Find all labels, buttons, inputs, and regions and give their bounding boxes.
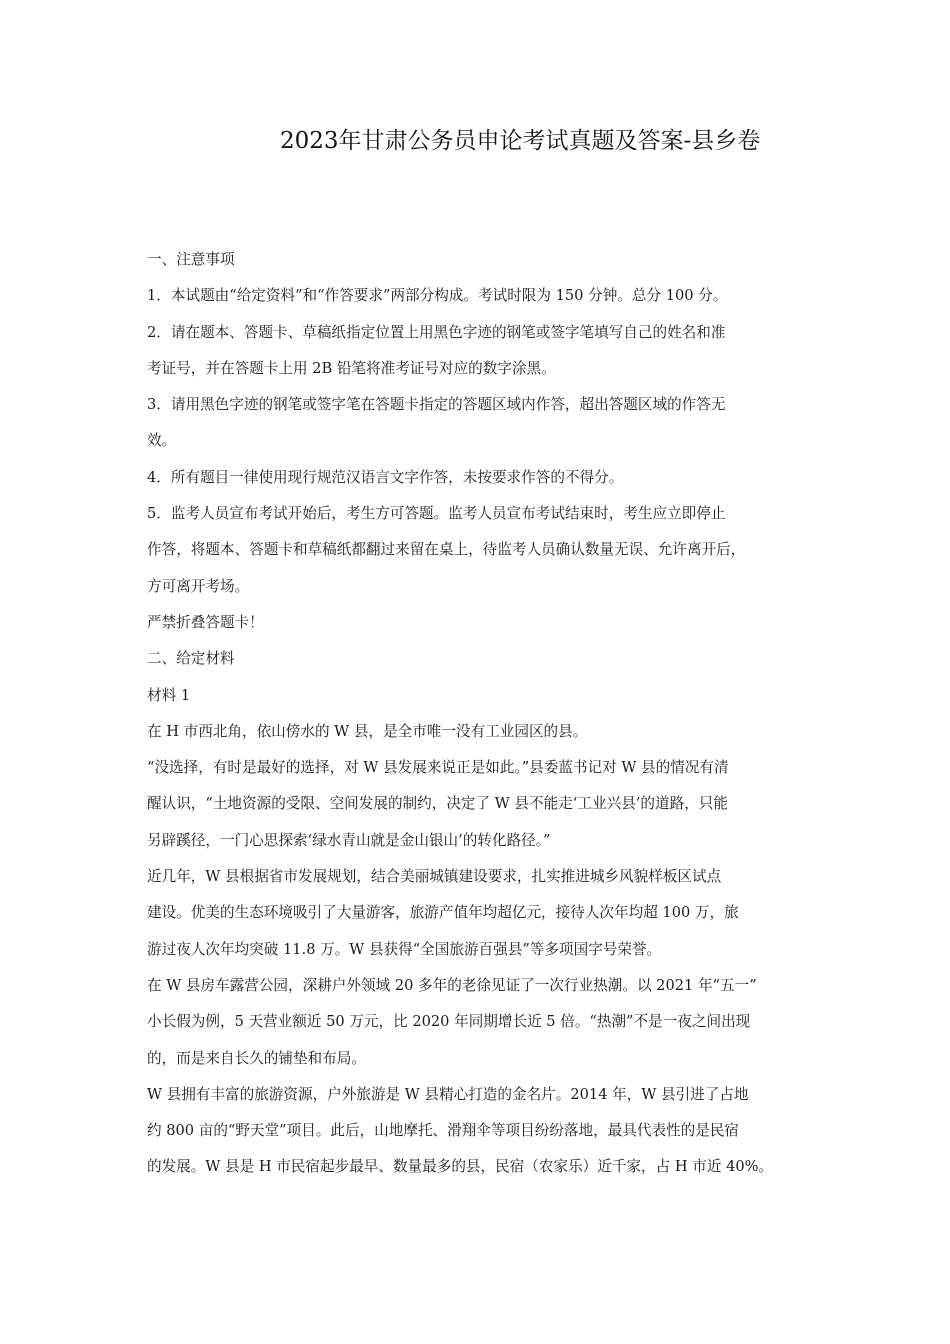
text-line: 2．请在题本、答题卡、草稿纸指定位置上用黑色字迹的钢笔或签字笔填写自己的姓名和准	[147, 323, 726, 341]
section-heading-materials: 二、给定材料	[147, 650, 235, 668]
text-line: 考证号，并在答题卡上用 2B 铅笔将准考证号对应的数字涂黑。	[147, 359, 556, 377]
document-title: 2023年甘肃公务员申论考试真题及答案-县乡卷	[280, 128, 761, 154]
text-line: 的，而是来自长久的铺垫和布局。	[147, 1049, 366, 1067]
text-line: 小长假为例，5 天营业额近 50 万元，比 2020 年同期增长近 5 倍。“热潮”不是一夜之间出现	[147, 1013, 751, 1031]
text-line: 约 800 亩的“野天堂”项目。此后，山地摩托、滑翔伞等项目纷纷落地，最具代表性的是民宿	[147, 1122, 740, 1140]
text-line: 的发展。W 县是 H 市民宿起步最早、数量最多的县，民宿（农家乐）近千家，占 H 市近 40%。	[147, 1158, 774, 1176]
warning-line: 严禁折叠答题卡！	[147, 613, 264, 631]
document-body	[147, 242, 867, 1186]
text-line: “没选择，有时是最好的选择，对 W 县发展来说正是如此。”县委蓝书记对 W 县的情况有清	[147, 759, 729, 777]
text-line: 5．监考人员宣布考试开始后，考生方可答题。监考人员宣布考试结束时，考生应立即停止	[147, 505, 726, 523]
text-line: 近几年，W 县根据省市发展规划，结合美丽城镇建设要求，扎实推进城乡风貌样板区试点	[147, 868, 722, 886]
text-line: 游过夜人次年均突破 11.8 万。W 县获得“全国旅游百强县”等多项国字号荣誉。	[147, 940, 662, 958]
text-line: 1．本试题由“给定资料”和“作答要求”两部分构成。考试时限为 150 分钟。总分 100 分。	[147, 287, 728, 305]
text-line: 另辟蹊径，一门心思探索‘绿水青山就是金山银山’的转化路径。”	[147, 831, 551, 849]
text-line: 在 H 市西北角，依山傍水的 W 县，是全市唯一没有工业园区的县。	[147, 722, 588, 740]
text-line: 效。	[147, 432, 177, 450]
text-line: 3．请用黑色字迹的钢笔或签字笔在答题卡指定的答题区域内作答，超出答题区域的作答无	[147, 396, 726, 414]
text-line: 建设。优美的生态环境吸引了大量游客，旅游产值年均超亿元，接待人次年均超 100 万，旅	[147, 904, 739, 922]
text-line: 方可离开考场。	[147, 577, 250, 595]
text-line: W 县拥有丰富的旅游资源，户外旅游是 W 县精心打造的金名片。2014 年，W 县引进了占地	[147, 1085, 749, 1103]
text-line: 在 W 县房车露营公园，深耕户外领域 20 多年的老徐见证了一次行业热潮。以 2021 年“五一”	[147, 976, 757, 994]
material-heading: 材料 1	[147, 686, 191, 704]
text-line: 作答，将题本、答题卡和草稿纸都翻过来留在桌上，待监考人员确认数量无误、允许离开后，	[147, 541, 746, 559]
text-line: 醒认识，“土地资源的受限、空间发展的制约，决定了 W 县不能走‘工业兴县’的道路，只能	[147, 795, 728, 813]
text-line: 4．所有题目一律使用现行规范汉语言文字作答，未按要求作答的不得分。	[147, 468, 624, 486]
section-heading-notes: 一、注意事项	[147, 251, 235, 268]
